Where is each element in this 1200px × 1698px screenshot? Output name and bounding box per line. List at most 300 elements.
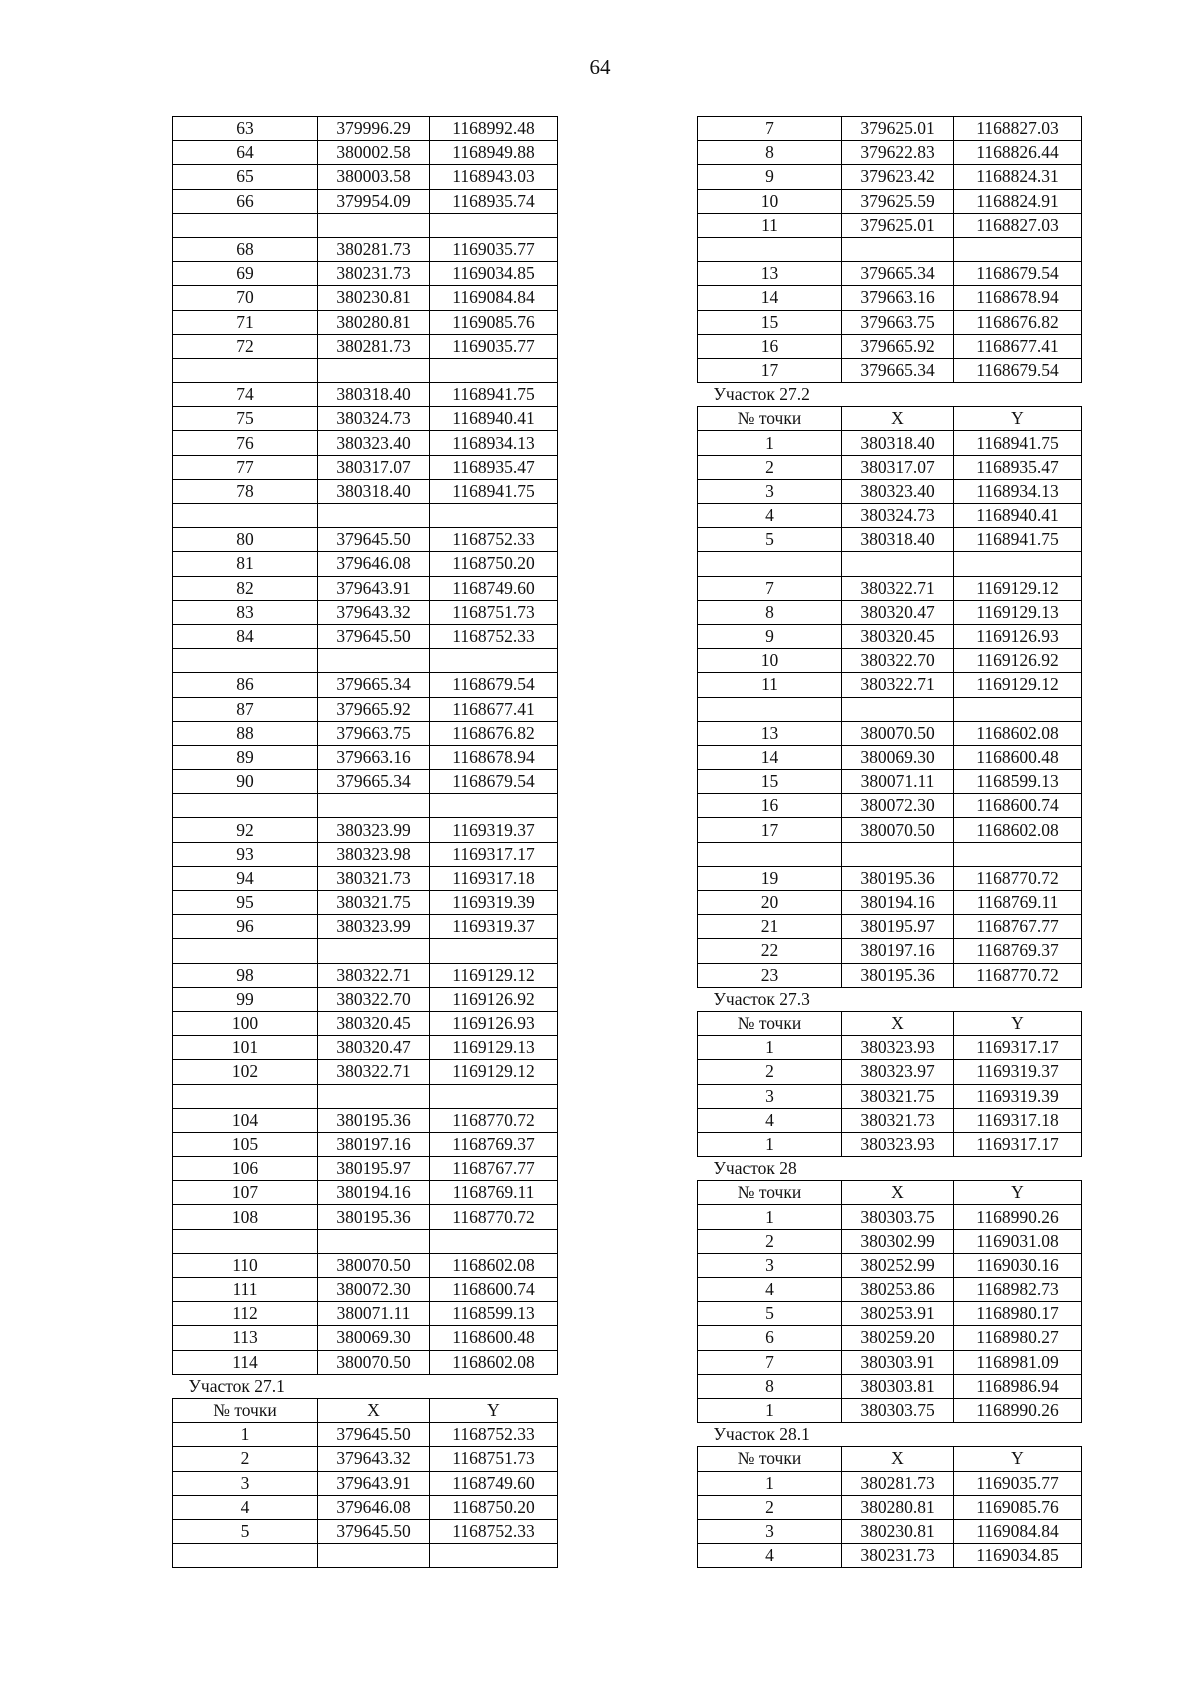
x-coordinate-cell: 379622.83 <box>842 141 954 165</box>
y-coordinate-cell: 1168679.54 <box>954 358 1082 382</box>
x-coordinate-cell: 380317.07 <box>842 455 954 479</box>
y-coordinate-cell: 1169317.18 <box>430 866 558 890</box>
table-row <box>173 1084 558 1108</box>
table-row <box>698 117 1082 141</box>
y-coordinate-cell: 1168602.08 <box>430 1350 558 1374</box>
x-coordinate-cell: 380195.36 <box>318 1108 430 1132</box>
y-coordinate-cell: 1168770.72 <box>430 1108 558 1132</box>
table-row <box>698 213 1082 237</box>
y-coordinate-cell: 1169126.92 <box>954 649 1082 673</box>
y-coordinate-cell: 1168767.77 <box>954 915 1082 939</box>
table-row <box>698 1181 1082 1205</box>
x-coordinate-cell: 380323.40 <box>318 431 430 455</box>
y-coordinate-cell: 1168941.75 <box>430 383 558 407</box>
coordinates-table-right <box>697 116 1082 1568</box>
point-number-cell: 66 <box>173 189 318 213</box>
x-coordinate-cell: 380323.97 <box>842 1060 954 1084</box>
y-coordinate-cell: 1168769.11 <box>954 891 1082 915</box>
table-row <box>173 939 558 963</box>
x-coordinate-cell: 380253.86 <box>842 1278 954 1302</box>
table-row <box>698 407 1082 431</box>
y-coordinate-cell: 1169030.16 <box>954 1253 1082 1277</box>
point-number-cell: 11 <box>698 213 842 237</box>
y-coordinate-cell: 1168992.48 <box>430 117 558 141</box>
y-coordinate-cell: 1169319.39 <box>430 891 558 915</box>
table-row <box>698 1350 1082 1374</box>
y-coordinate-cell: 1168750.20 <box>430 1495 558 1519</box>
point-number-cell <box>173 794 318 818</box>
table-row <box>173 915 558 939</box>
point-number-cell: 93 <box>173 842 318 866</box>
x-coordinate-cell: 379625.59 <box>842 189 954 213</box>
y-coordinate-cell <box>430 1544 558 1568</box>
y-coordinate-cell <box>430 1084 558 1108</box>
y-coordinate-cell: Y <box>954 1447 1082 1471</box>
y-coordinate-cell: 1168934.13 <box>954 479 1082 503</box>
point-number-cell: 17 <box>698 358 842 382</box>
point-number-cell: 113 <box>173 1326 318 1350</box>
point-number-cell: 9 <box>698 624 842 648</box>
x-coordinate-cell: 379663.75 <box>842 310 954 334</box>
x-coordinate-cell: 380323.99 <box>318 915 430 939</box>
y-coordinate-cell: 1169034.85 <box>430 262 558 286</box>
point-number-cell <box>173 213 318 237</box>
x-coordinate-cell: 379645.50 <box>318 528 430 552</box>
x-coordinate-cell: 379665.34 <box>842 262 954 286</box>
x-coordinate-cell: 380320.47 <box>842 600 954 624</box>
y-coordinate-cell: 1168678.94 <box>430 745 558 769</box>
table-row <box>173 141 558 165</box>
table-row <box>698 649 1082 673</box>
point-number-cell: 2 <box>698 1495 842 1519</box>
x-coordinate-cell <box>318 794 430 818</box>
page-number: 64 <box>589 55 611 79</box>
y-coordinate-cell: 1168600.48 <box>954 745 1082 769</box>
x-coordinate-cell: 379623.42 <box>842 165 954 189</box>
table-row <box>173 1495 558 1519</box>
table-row <box>173 358 558 382</box>
y-coordinate-cell: 1169035.77 <box>430 237 558 261</box>
table-row <box>698 358 1082 382</box>
x-coordinate-cell: 379646.08 <box>318 1495 430 1519</box>
x-coordinate-cell: 380323.98 <box>318 842 430 866</box>
x-coordinate-cell: 380322.70 <box>318 987 430 1011</box>
point-number-cell: 14 <box>698 745 842 769</box>
section-title: Участок 28.1 <box>713 1424 810 1445</box>
y-coordinate-cell <box>430 939 558 963</box>
x-coordinate-cell: 379665.34 <box>842 358 954 382</box>
y-coordinate-cell: 1169129.12 <box>430 1060 558 1084</box>
x-coordinate-cell: 380072.30 <box>842 794 954 818</box>
point-number-cell: 77 <box>173 455 318 479</box>
y-coordinate-cell: 1169319.37 <box>954 1060 1082 1084</box>
y-coordinate-cell: 1169035.77 <box>954 1471 1082 1495</box>
y-coordinate-cell: 1169317.17 <box>954 1132 1082 1156</box>
point-number-cell: 8 <box>698 1374 842 1398</box>
y-coordinate-cell: 1168678.94 <box>954 286 1082 310</box>
y-coordinate-cell: 1169319.39 <box>954 1084 1082 1108</box>
x-coordinate-cell: 380071.11 <box>318 1302 430 1326</box>
x-coordinate-cell: 380280.81 <box>318 310 430 334</box>
table-row <box>698 697 1082 721</box>
point-number-cell: 100 <box>173 1011 318 1035</box>
y-coordinate-cell: 1168827.03 <box>954 213 1082 237</box>
section-header-row <box>698 1157 1082 1181</box>
table-row <box>698 1060 1082 1084</box>
x-coordinate-cell: 380318.40 <box>318 479 430 503</box>
point-number-cell <box>698 697 842 721</box>
x-coordinate-cell: 380317.07 <box>318 455 430 479</box>
table-row <box>698 286 1082 310</box>
table-row <box>173 1132 558 1156</box>
section-blank <box>842 1423 1082 1447</box>
x-coordinate-cell: 379665.34 <box>318 770 430 794</box>
x-coordinate-cell: 380321.75 <box>318 891 430 915</box>
table-row <box>173 866 558 890</box>
section-blank <box>842 987 1082 1011</box>
x-coordinate-cell: 379646.08 <box>318 552 430 576</box>
x-coordinate-cell: 380230.81 <box>842 1519 954 1543</box>
y-coordinate-cell <box>430 649 558 673</box>
x-coordinate-cell <box>318 649 430 673</box>
y-coordinate-cell: 1168934.13 <box>430 431 558 455</box>
y-coordinate-cell: 1168751.73 <box>430 1447 558 1471</box>
table-row <box>173 963 558 987</box>
table-row <box>698 1471 1082 1495</box>
section-header-row <box>173 1374 558 1398</box>
y-coordinate-cell: 1168767.77 <box>430 1157 558 1181</box>
table-row <box>698 939 1082 963</box>
table-row <box>173 624 558 648</box>
x-coordinate-cell: 379665.34 <box>318 673 430 697</box>
point-number-cell: 23 <box>698 963 842 987</box>
point-number-cell: № точки <box>173 1398 318 1422</box>
table-row <box>173 479 558 503</box>
y-coordinate-cell <box>430 794 558 818</box>
x-coordinate-cell: 380318.40 <box>318 383 430 407</box>
y-coordinate-cell: 1168769.37 <box>954 939 1082 963</box>
table-row <box>698 624 1082 648</box>
y-coordinate-cell: 1168752.33 <box>430 624 558 648</box>
x-coordinate-cell <box>842 552 954 576</box>
point-number-cell: 70 <box>173 286 318 310</box>
x-coordinate-cell <box>318 1229 430 1253</box>
point-number-cell: 95 <box>173 891 318 915</box>
x-coordinate-cell: 380323.40 <box>842 479 954 503</box>
x-coordinate-cell: 380321.73 <box>318 866 430 890</box>
point-number-cell: 72 <box>173 334 318 358</box>
x-coordinate-cell <box>318 939 430 963</box>
point-number-cell: 4 <box>698 1108 842 1132</box>
x-coordinate-cell: 380194.16 <box>318 1181 430 1205</box>
point-number-cell: 20 <box>698 891 842 915</box>
y-coordinate-cell: 1168749.60 <box>430 576 558 600</box>
x-coordinate-cell: 379645.50 <box>318 624 430 648</box>
point-number-cell: 7 <box>698 1350 842 1374</box>
table-row <box>698 891 1082 915</box>
y-coordinate-cell: 1168981.09 <box>954 1350 1082 1374</box>
point-number-cell: 5 <box>173 1519 318 1543</box>
x-coordinate-cell: 380071.11 <box>842 770 954 794</box>
point-number-cell: 99 <box>173 987 318 1011</box>
table-row <box>173 673 558 697</box>
point-number-cell: 13 <box>698 721 842 745</box>
x-coordinate-cell: 380195.36 <box>842 866 954 890</box>
x-coordinate-cell: 380320.45 <box>842 624 954 648</box>
y-coordinate-cell <box>954 697 1082 721</box>
y-coordinate-cell: 1168824.31 <box>954 165 1082 189</box>
point-number-cell: 7 <box>698 117 842 141</box>
point-number-cell: 68 <box>173 237 318 261</box>
point-number-cell: 10 <box>698 189 842 213</box>
y-coordinate-cell: 1168749.60 <box>430 1471 558 1495</box>
table-row <box>698 1447 1082 1471</box>
point-number-cell: 111 <box>173 1278 318 1302</box>
section-header-row <box>698 987 1082 1011</box>
y-coordinate-cell: 1168769.37 <box>430 1132 558 1156</box>
x-coordinate-cell: 380231.73 <box>318 262 430 286</box>
x-coordinate-cell: 379643.91 <box>318 1471 430 1495</box>
point-number-cell: 1 <box>173 1423 318 1447</box>
table-row <box>698 842 1082 866</box>
table-row <box>698 334 1082 358</box>
point-number-cell <box>698 237 842 261</box>
table-row <box>173 1253 558 1277</box>
point-number-cell: 106 <box>173 1157 318 1181</box>
y-coordinate-cell <box>430 358 558 382</box>
table-row <box>173 891 558 915</box>
point-number-cell: 2 <box>173 1447 318 1471</box>
table-row <box>173 649 558 673</box>
point-number-cell: 87 <box>173 697 318 721</box>
y-coordinate-cell: 1169031.08 <box>954 1229 1082 1253</box>
x-coordinate-cell: 380320.47 <box>318 1036 430 1060</box>
x-coordinate-cell: 380253.91 <box>842 1302 954 1326</box>
x-coordinate-cell: 380280.81 <box>842 1495 954 1519</box>
x-coordinate-cell: 380281.73 <box>842 1471 954 1495</box>
y-coordinate-cell <box>954 237 1082 261</box>
table-row <box>698 1302 1082 1326</box>
table-row <box>173 334 558 358</box>
x-coordinate-cell <box>318 1544 430 1568</box>
point-number-cell: 78 <box>173 479 318 503</box>
point-number-cell <box>173 649 318 673</box>
y-coordinate-cell: 1168935.47 <box>430 455 558 479</box>
point-number-cell: 71 <box>173 310 318 334</box>
point-number-cell: 21 <box>698 915 842 939</box>
point-number-cell: № точки <box>698 1011 842 1035</box>
section-title: Участок 27.3 <box>713 988 810 1009</box>
y-coordinate-cell: 1168770.72 <box>954 963 1082 987</box>
point-number-cell: 65 <box>173 165 318 189</box>
point-number-cell: 19 <box>698 866 842 890</box>
x-coordinate-cell: 380322.71 <box>842 576 954 600</box>
point-number-cell: 80 <box>173 528 318 552</box>
point-number-cell: 3 <box>698 1519 842 1543</box>
table-row <box>698 262 1082 286</box>
point-number-cell: 84 <box>173 624 318 648</box>
table-row <box>173 1157 558 1181</box>
table-row <box>698 455 1082 479</box>
point-number-cell: 2 <box>698 1229 842 1253</box>
point-number-cell: 112 <box>173 1302 318 1326</box>
table-row <box>173 455 558 479</box>
table-row <box>698 1495 1082 1519</box>
point-number-cell <box>173 939 318 963</box>
x-coordinate-cell: 380252.99 <box>842 1253 954 1277</box>
x-coordinate-cell <box>318 504 430 528</box>
table-row <box>698 552 1082 576</box>
x-coordinate-cell: 379665.92 <box>318 697 430 721</box>
y-coordinate-cell: 1168935.47 <box>954 455 1082 479</box>
point-number-cell: 2 <box>698 455 842 479</box>
table-row <box>698 673 1082 697</box>
point-number-cell: 6 <box>698 1326 842 1350</box>
table-row <box>698 1519 1082 1543</box>
point-number-cell: 96 <box>173 915 318 939</box>
point-number-cell: 11 <box>698 673 842 697</box>
y-coordinate-cell: 1169129.12 <box>430 963 558 987</box>
point-number-cell: 3 <box>698 479 842 503</box>
x-coordinate-cell: 380230.81 <box>318 286 430 310</box>
x-coordinate-cell: 380195.36 <box>318 1205 430 1229</box>
point-number-cell: 1 <box>698 1132 842 1156</box>
table-row <box>173 504 558 528</box>
y-coordinate-cell: 1168679.54 <box>430 770 558 794</box>
point-number-cell <box>173 1544 318 1568</box>
x-coordinate-cell: 380195.97 <box>842 915 954 939</box>
table-row <box>173 1350 558 1374</box>
table-row <box>173 1205 558 1229</box>
x-coordinate-cell: 380323.93 <box>842 1132 954 1156</box>
point-number-cell: 86 <box>173 673 318 697</box>
point-number-cell: 108 <box>173 1205 318 1229</box>
point-number-cell: 94 <box>173 866 318 890</box>
y-coordinate-cell: 1168679.54 <box>954 262 1082 286</box>
x-coordinate-cell: 380231.73 <box>842 1544 954 1568</box>
point-number-cell: № точки <box>698 1181 842 1205</box>
table-row <box>698 141 1082 165</box>
point-number-cell: 82 <box>173 576 318 600</box>
y-coordinate-cell <box>954 552 1082 576</box>
table-row <box>698 1544 1082 1568</box>
table-row <box>698 431 1082 455</box>
point-number-cell: 114 <box>173 1350 318 1374</box>
point-number-cell: 88 <box>173 721 318 745</box>
table-row <box>173 1302 558 1326</box>
point-number-cell: 107 <box>173 1181 318 1205</box>
table-row <box>698 866 1082 890</box>
y-coordinate-cell: 1169319.37 <box>430 915 558 939</box>
point-number-cell: 4 <box>698 504 842 528</box>
point-number-cell: № точки <box>698 1447 842 1471</box>
x-coordinate-cell: 380197.16 <box>842 939 954 963</box>
x-coordinate-cell: X <box>842 1181 954 1205</box>
point-number-cell <box>173 358 318 382</box>
x-coordinate-cell: 379663.16 <box>318 745 430 769</box>
y-coordinate-cell: 1168752.33 <box>430 1423 558 1447</box>
x-coordinate-cell: 380003.58 <box>318 165 430 189</box>
y-coordinate-cell: 1168599.13 <box>954 770 1082 794</box>
table-row <box>173 286 558 310</box>
y-coordinate-cell: 1169317.17 <box>954 1036 1082 1060</box>
table-row <box>173 842 558 866</box>
y-coordinate-cell: 1168677.41 <box>954 334 1082 358</box>
x-coordinate-cell: 380318.40 <box>842 431 954 455</box>
y-coordinate-cell: 1169126.93 <box>430 1011 558 1035</box>
table-row <box>698 189 1082 213</box>
point-number-cell: 3 <box>698 1253 842 1277</box>
x-coordinate-cell: 379663.75 <box>318 721 430 745</box>
x-coordinate-cell: 380069.30 <box>318 1326 430 1350</box>
y-coordinate-cell: 1168599.13 <box>430 1302 558 1326</box>
x-coordinate-cell: 380194.16 <box>842 891 954 915</box>
x-coordinate-cell: 380002.58 <box>318 141 430 165</box>
table-row <box>698 1011 1082 1035</box>
x-coordinate-cell: 380320.45 <box>318 1011 430 1035</box>
y-coordinate-cell: 1168943.03 <box>430 165 558 189</box>
x-coordinate-cell: 380070.50 <box>318 1350 430 1374</box>
y-coordinate-cell: 1168949.88 <box>430 141 558 165</box>
y-coordinate-cell: 1168769.11 <box>430 1181 558 1205</box>
y-coordinate-cell: Y <box>954 1181 1082 1205</box>
point-number-cell: 16 <box>698 794 842 818</box>
y-coordinate-cell: 1169129.13 <box>430 1036 558 1060</box>
point-number-cell <box>173 1229 318 1253</box>
x-coordinate-cell: 380195.36 <box>842 963 954 987</box>
table-row <box>173 431 558 455</box>
point-number-cell: 8 <box>698 141 842 165</box>
point-number-cell: 16 <box>698 334 842 358</box>
table-row <box>698 1108 1082 1132</box>
point-number-cell: 4 <box>698 1544 842 1568</box>
y-coordinate-cell: 1168827.03 <box>954 117 1082 141</box>
table-row <box>698 576 1082 600</box>
point-number-cell <box>698 552 842 576</box>
table-row <box>173 213 558 237</box>
y-coordinate-cell: 1169084.84 <box>430 286 558 310</box>
point-number-cell: 14 <box>698 286 842 310</box>
point-number-cell: 3 <box>698 1084 842 1108</box>
y-coordinate-cell: 1168980.17 <box>954 1302 1082 1326</box>
table-row <box>173 1060 558 1084</box>
table-row <box>698 1205 1082 1229</box>
table-row <box>698 1253 1082 1277</box>
x-coordinate-cell: 380324.73 <box>318 407 430 431</box>
x-coordinate-cell: X <box>842 1011 954 1035</box>
point-number-cell <box>698 842 842 866</box>
y-coordinate-cell: 1169129.12 <box>954 673 1082 697</box>
x-coordinate-cell: 380070.50 <box>318 1253 430 1277</box>
x-coordinate-cell: 380322.71 <box>318 1060 430 1084</box>
point-number-cell: 90 <box>173 770 318 794</box>
coordinates-table-left <box>172 116 558 1568</box>
x-coordinate-cell: 379645.50 <box>318 1423 430 1447</box>
y-coordinate-cell: 1168600.74 <box>430 1278 558 1302</box>
point-number-cell: 4 <box>173 1495 318 1519</box>
x-coordinate-cell: 380322.70 <box>842 649 954 673</box>
y-coordinate-cell: 1168982.73 <box>954 1278 1082 1302</box>
y-coordinate-cell: 1168990.26 <box>954 1398 1082 1422</box>
x-coordinate-cell: 380322.71 <box>842 673 954 697</box>
y-coordinate-cell: 1168935.74 <box>430 189 558 213</box>
table-row <box>173 576 558 600</box>
point-number-cell <box>173 504 318 528</box>
x-coordinate-cell: 379663.16 <box>842 286 954 310</box>
x-coordinate-cell: 380195.97 <box>318 1157 430 1181</box>
x-coordinate-cell <box>318 213 430 237</box>
table-row <box>698 963 1082 987</box>
